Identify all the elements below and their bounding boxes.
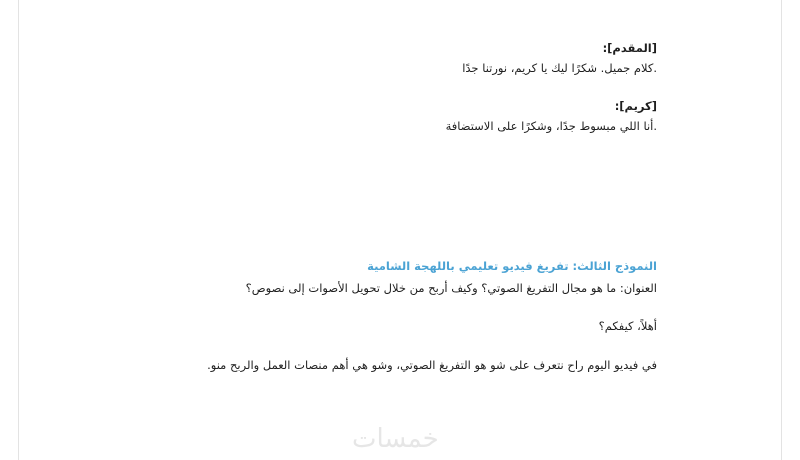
speaker-label-karim: [كريم]: xyxy=(614,99,657,113)
document-page xyxy=(18,0,782,460)
dialogue-line-host: .كلام جميل. شكرًا ليك يا كريم، نورتنا جدًا xyxy=(462,61,657,75)
section-title: العنوان: ما هو مجال التفريغ الصوتي؟ وكيف أربح من خلال تحويل الأصوات إلى نصوص؟ xyxy=(245,281,657,295)
speaker-label-host: [المقدم]: xyxy=(602,41,657,55)
body-paragraph: في فيديو اليوم راح نتعرف على شو هو التفريغ الصوتي، وشو هي أهم منصات العمل والربح منو. xyxy=(207,358,657,372)
watermark-logo: خمسات xyxy=(352,424,439,454)
dialogue-line-karim: .أنا اللي مبسوط جدًا، وشكرًا على الاستضافة xyxy=(445,119,657,133)
greeting-line: أهلاً، كيفكم؟ xyxy=(598,319,657,333)
section-heading: النموذج الثالث: تفريغ فيديو تعليمي باللهجة الشامية xyxy=(367,259,657,273)
